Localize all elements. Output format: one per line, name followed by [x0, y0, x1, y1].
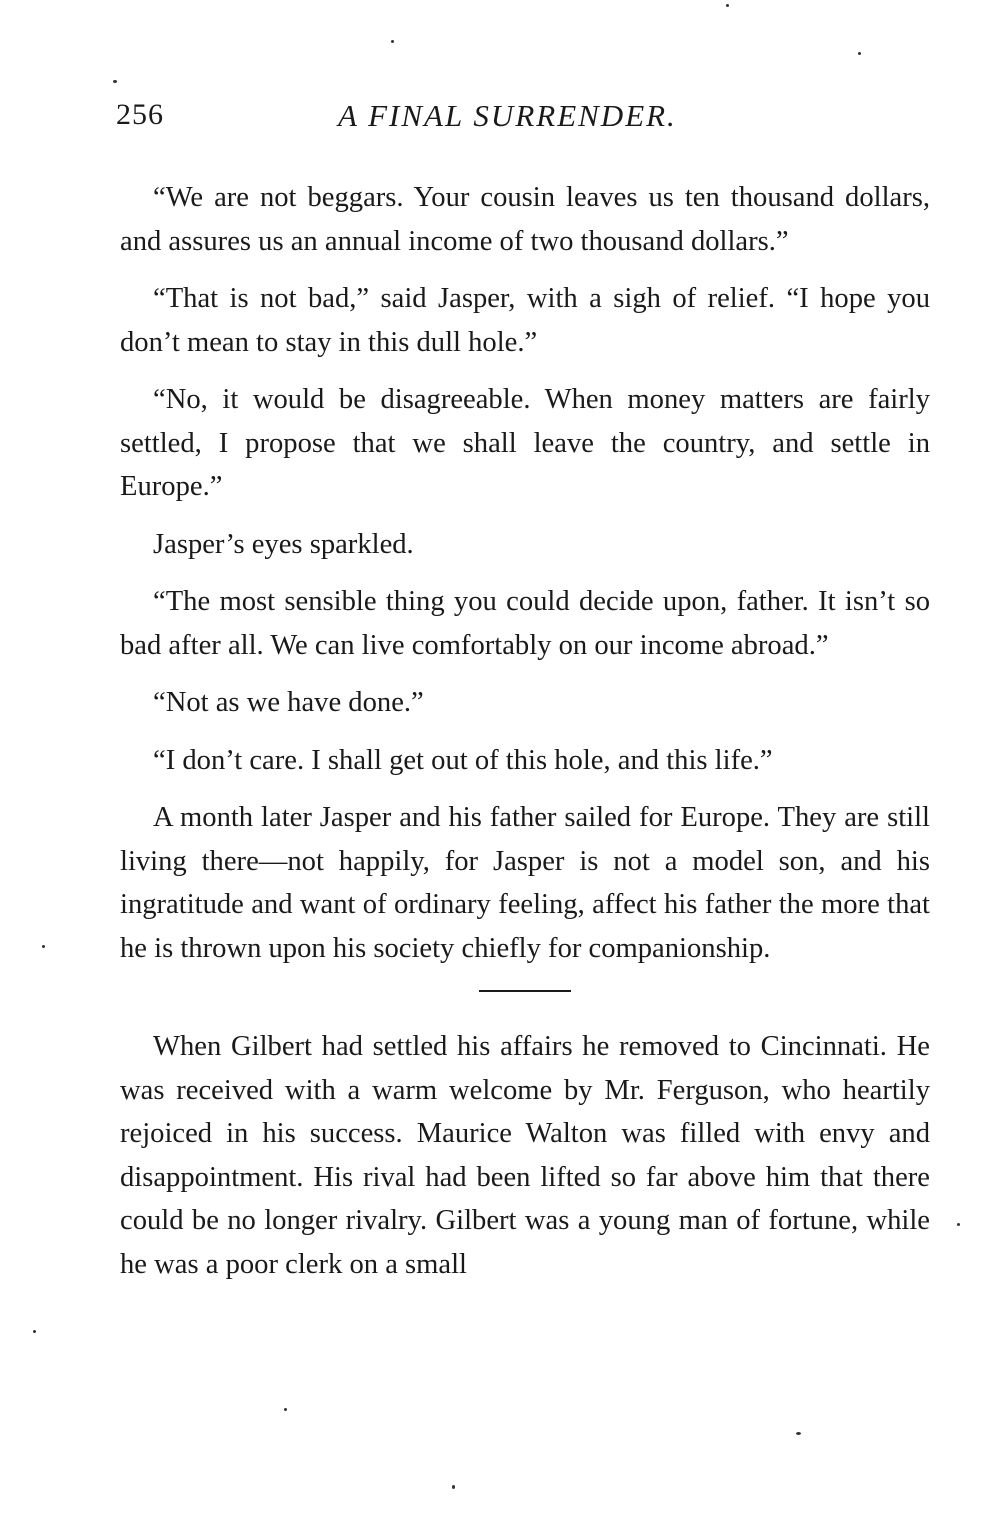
- paragraph-4: Jasper’s eyes sparkled.: [153, 528, 414, 560]
- print-speck: [284, 1408, 287, 1411]
- print-speck: [452, 1485, 455, 1489]
- print-speck: [957, 1223, 960, 1226]
- paragraph-1: “We are not beggars. Your cousin leaves us ten thousand dollars, and assures us an annual income of two thousand dollars.”: [120, 182, 930, 257]
- print-speck: [42, 945, 45, 948]
- print-speck: [391, 40, 394, 43]
- paragraph-8: A month later Jasper and his father sailed for Europe. They are still living there—not happily, for Jasper is not a model son, and his ingratitude and want of ordinary feeling, affect his father the more that he is thrown upon his society chiefly for companionship.: [120, 802, 930, 964]
- page-number: 256: [116, 98, 164, 131]
- paragraph-9: When Gilbert had settled his affairs he removed to Cincinnati. He was received with a warm welcome by Mr. Ferguson, who heartily rejoiced in his success. Maurice Walton was filled with envy and disappointment. His rival had been lifted so far above him that there could be no longer rivalry. Gilbert was a young man of fortune, while he was a poor clerk on a small: [120, 1031, 930, 1280]
- print-speck: [33, 1330, 36, 1333]
- print-speck: [858, 52, 861, 55]
- paragraph-6: “Not as we have done.”: [153, 687, 424, 718]
- print-speck: [796, 1432, 801, 1435]
- paragraph-3: “No, it would be disagreeable. When money matters are fairly settled, I propose that we shall leave the country, and settle in Europe.”: [120, 384, 930, 502]
- paragraph-5: “The most sensible thing you could decide upon, father. It isn’t so bad after all. We can live comfortably on our income abroad.”: [120, 586, 930, 661]
- print-speck: [726, 4, 729, 7]
- section-break-rule: [479, 990, 571, 992]
- running-title: A FINAL SURRENDER.: [338, 98, 677, 133]
- paragraph-2: “That is not bad,” said Jasper, with a sigh of relief. “I hope you don’t mean to stay in this dull hole.”: [120, 283, 930, 358]
- print-speck: [113, 80, 117, 83]
- body-text: [120, 176, 930, 1300]
- paragraph-7: “I don’t care. I shall get out of this hole, and this life.”: [153, 744, 773, 776]
- page-header: [116, 98, 916, 142]
